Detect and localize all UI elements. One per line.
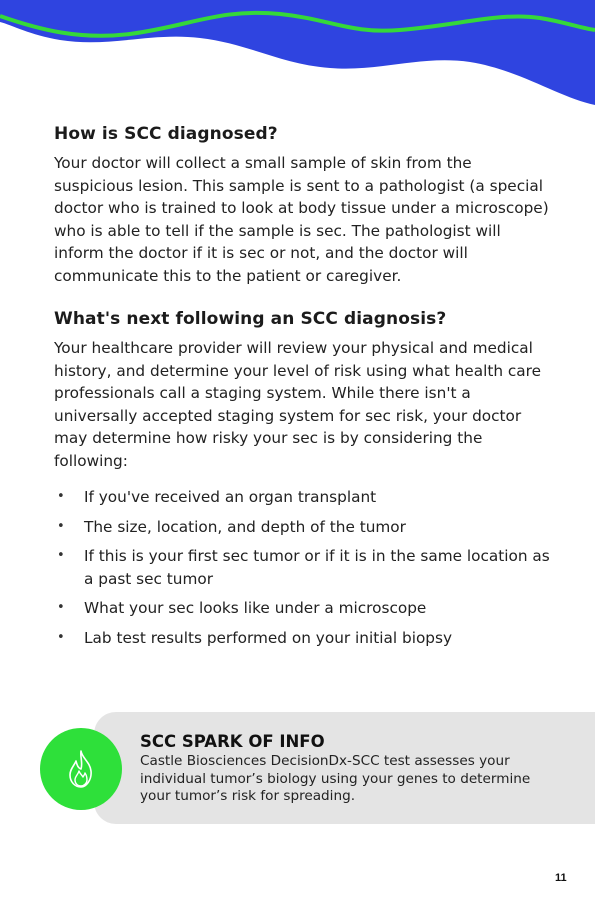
bullet-icon: • <box>57 548 65 563</box>
list-item-text: What your sec looks like under a microscope <box>84 599 427 617</box>
diagnosis-section <box>54 124 554 287</box>
next-steps-paragraph: Your healthcare provider will review your physical and medical history, and determine your level of risk using what health care professionals call a staging system. While there isn't a universally accepted staging system for sec risk, your doctor may determine how risky your sec is by considering the following: <box>54 339 542 470</box>
bullet-icon: • <box>57 600 65 615</box>
callout-body: Castle Biosciences DecisionDx-SCC test assesses your individual tumor’s biology using your genes to determine your tumor’s risk for spreading. <box>140 753 531 804</box>
main-content <box>54 124 554 656</box>
spark-icon-circle <box>40 728 122 810</box>
section-heading-diagnosis: How is SCC diagnosed? <box>54 124 278 144</box>
bullet-icon: • <box>57 489 65 504</box>
risk-factor-list <box>54 486 554 649</box>
header-wave-decoration <box>0 0 595 110</box>
flame-icon <box>64 749 98 789</box>
list-item-text: If you've received an organ transplant <box>84 488 377 506</box>
page-number: 11 <box>555 872 567 884</box>
list-item <box>54 627 554 650</box>
section-heading-next-steps: What's next following an SCC diagnosis? <box>54 309 447 329</box>
list-item-text: The size, location, and depth of the tumor <box>84 517 406 536</box>
list-item-text: If this is your first sec tumor or if it is in the same location as a past sec tumor <box>84 547 550 588</box>
bullet-icon: • <box>57 518 65 534</box>
list-item <box>54 516 554 539</box>
diagnosis-paragraph: Your doctor will collect a small sample of skin from the suspicious lesion. This sample is sent to a pathologist (a special doctor who is trained to look at body tissue under a microscope) who is able to tell if the sample is sec. The pathologist will inform the doctor if it is sec or not, and the doctor will communicate this to the patient or caregiver. <box>54 154 549 285</box>
list-item-text: Lab test results performed on your initial biopsy <box>84 628 453 647</box>
list-item <box>54 597 554 620</box>
bullet-icon: • <box>57 629 65 645</box>
list-item <box>54 486 554 509</box>
spark-callout-text <box>140 732 560 806</box>
next-steps-section <box>54 309 554 649</box>
callout-title: SCC SPARK OF INFO <box>140 732 325 751</box>
list-item <box>54 545 554 590</box>
